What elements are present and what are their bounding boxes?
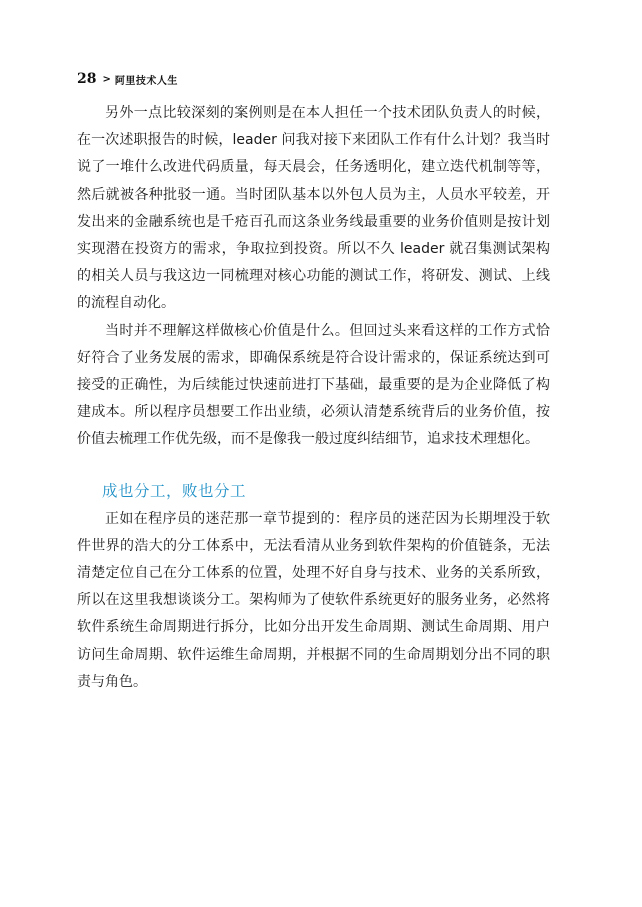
body-paragraph: 正如在程序员的迷茫那一章节提到的：程序员的迷茫因为长期埋没于软件世界的浩大的分工体系中，无法看清从业务到软件架构的价值链条，无法清楚定位自己在分工体系的位置，处理不好自身与技术、业务的关系所致，所以在这里我想谈谈分工。架构师为了使软件系统更好的服务业务，必然将软件系统生命周期进行拆分，比如分出开发生命周期、测试生命周期、用户访问生命周期、软件运维生命周期，并根据不同的生命周期划分出不同的职责与角色。 bbox=[77, 510, 550, 690]
body-paragraph: 当时并不理解这样做核心价值是什么。但回过头来看这样的工作方式恰好符合了业务发展的需求，即确保系统是符合设计需求的，保证系统达到可接受的正确性，为后续能过快速前进打下基础，最重要的是为企业降低了构建成本。所以程序员想要工作出业绩，必须认清楚系统背后的业务价值，按价值去梳理工作优先级，而不是像我一般过度纠结细节，追求技术理想化。 bbox=[77, 322, 550, 448]
page-body bbox=[77, 100, 550, 696]
body-paragraph: 另外一点比较深刻的案例则是在本人担任一个技术团队负责人的时候，在一次述职报告的时候，leader 问我对接下来团队工作有什么计划？我当时说了一堆什么改进代码质量，每天晨会，任务透明化，建立迭代机制等等，然后就被各种批驳一通。当时团队基本以外包人员为主，人员水平较差，开发出来的金融系统也是千疮百孔而这条业务线最重要的业务价值则是按计划实现潜在投资方的需求，争取拉到投资。所以不久 leader 就召集测试架构的相关人员与我这边一同梳理对核心功能的测试工作，将研发、测试、上线的流程自动化。 bbox=[77, 105, 550, 312]
running-header bbox=[77, 70, 178, 88]
book-title: 阿里技术人生 bbox=[114, 75, 178, 87]
section-heading: 成也分工，败也分工 bbox=[102, 481, 247, 500]
header-separator: > bbox=[102, 73, 111, 85]
page-number: 28 bbox=[77, 71, 97, 87]
